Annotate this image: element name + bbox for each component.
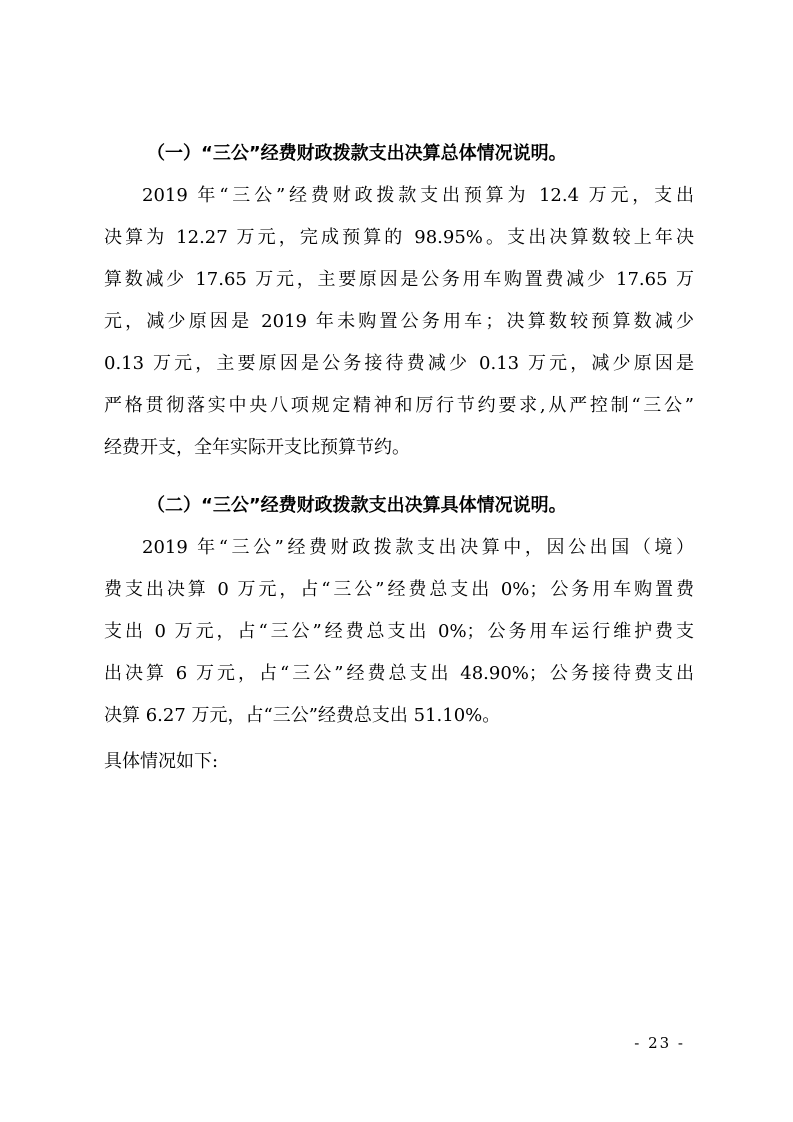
- paragraph-line: 严格贯彻落实中央八项规定精神和厉行节约要求,从严控制“三公”: [104, 395, 694, 416]
- paragraph-line: 决算为 12.27 万元，完成预算的 98.95%。支出决算数较上年决: [104, 227, 694, 248]
- paragraph-line: 经费开支，全年实际开支比预算节约。: [104, 437, 410, 458]
- paragraph-line: 2019 年“三公”经费财政拨款支出预算为 12.4 万元，支出: [142, 185, 694, 206]
- paragraph-line: 支出 0 万元，占“三公”经费总支出 0%；公务用车运行维护费支: [104, 621, 694, 642]
- section-2-paragraph: [104, 527, 694, 737]
- paragraph-line: 决算 6.27 万元，占“三公”经费总支出 51.10%。: [104, 705, 501, 726]
- section-1-heading: （一）“三公”经费财政拨款支出决算总体情况说明。: [147, 143, 567, 164]
- details-intro-text: 具体情况如下:: [104, 751, 219, 772]
- paragraph-line: 费支出决算 0 万元，占“三公”经费总支出 0%；公务用车购置费: [104, 579, 694, 600]
- page-number: - 23 -: [634, 1034, 685, 1052]
- section-1-paragraph: [104, 175, 694, 469]
- section-2-heading: （二）“三公”经费财政拨款支出决算具体情况说明。: [147, 495, 567, 516]
- paragraph-line: 算数减少 17.65 万元，主要原因是公务用车购置费减少 17.65 万: [104, 269, 694, 290]
- paragraph-line: 2019 年“三公”经费财政拨款支出决算中，因公出国（境）: [142, 537, 694, 558]
- paragraph-line: 出决算 6 万元，占“三公”经费总支出 48.90%；公务接待费支出: [104, 663, 694, 684]
- paragraph-line: 元，减少原因是 2019 年未购置公务用车；决算数较预算数减少: [104, 311, 694, 332]
- paragraph-line: 0.13 万元，主要原因是公务接待费减少 0.13 万元，减少原因是: [104, 353, 694, 374]
